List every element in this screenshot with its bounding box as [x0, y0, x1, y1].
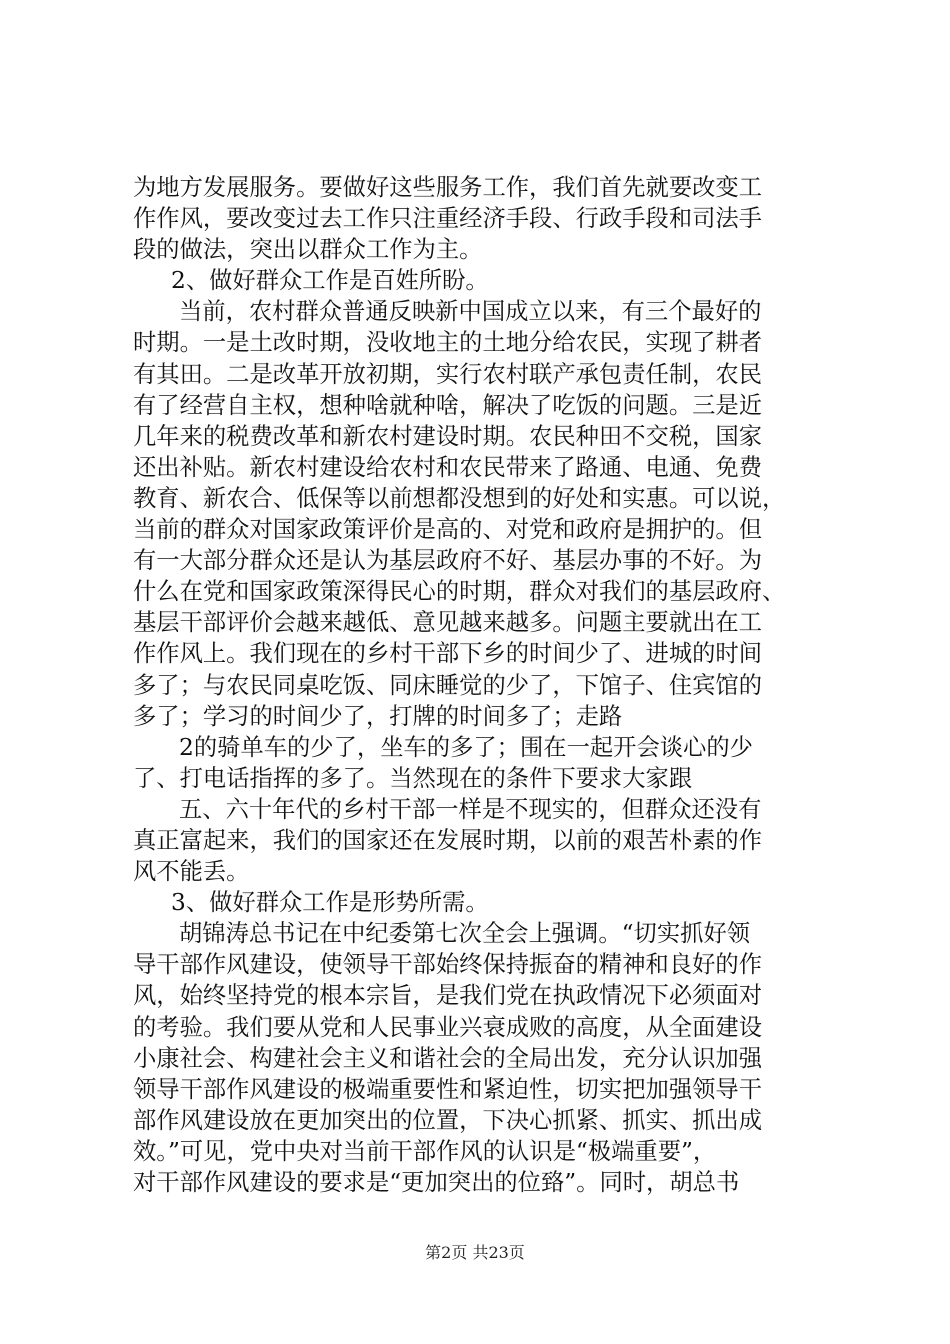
text-line: 五、六十年代的乡村干部一样是不现实的，但群众还没有: [179, 795, 762, 823]
text-line: 胡锦涛总书记在中纪委第七次全会上强调。“切实抓好领: [179, 920, 751, 948]
text-line: 为地方发展服务。要做好这些服务工作，我们首先就要改变工: [133, 174, 763, 201]
text-line: 几年来的税费改革和新农村建设时期。农民种田不交税，国家: [133, 422, 763, 450]
text-line: 作作风，要改变过去工作只注重经济手段、行政手段和司法手: [133, 205, 763, 233]
text-line: 了、打电话指挥的多了。当然现在的条件下要求大家跟: [133, 764, 693, 792]
text-line: 作作风上。我们现在的乡村干部下乡的时间少了、进城的时间: [133, 640, 763, 668]
text-line: 部作风建设放在更加突出的位置，下决心抓紧、抓实、抓出成: [133, 1106, 763, 1134]
text-line: 风，始终坚持党的根本宗旨，是我们党在执政情况下必须面对: [133, 982, 763, 1010]
text-line: 对干部作风建设的要求是“更加突出的位臵”。同时，胡总书: [133, 1169, 740, 1196]
text-line: 当前，农村群众普通反映新中国成立以来，有三个最好的: [179, 298, 762, 326]
text-line: 段的做法，突出以群众工作为主。: [133, 236, 483, 264]
text-line: 当前的群众对国家政策评价是高的、对党和政府是拥护的。但: [133, 516, 763, 544]
text-line: 时期。一是土改时期，没收地主的土地分给农民，实现了耕者: [133, 329, 763, 357]
text-line: 多了；学习的时间少了，打牌的时间多了；走路: [133, 702, 623, 730]
text-line: 有一大部分群众还是认为基层政府不好、基层办事的不好。为: [133, 547, 763, 575]
section-heading: 2、做好群众工作是百姓所盼。: [171, 267, 489, 295]
text-line: 基层干部评价会越来越低、意见越来越多。问题主要就出在工: [133, 609, 763, 637]
text-line: 的考验。我们要从党和人民事业兴衰成败的高度，从全面建设: [133, 1013, 763, 1041]
text-line: 导干部作风建设，使领导干部始终保持振奋的精神和良好的作: [133, 951, 763, 979]
text-line: 还出补贴。新农村建设给农村和农民带来了路通、电通、免费: [133, 453, 763, 481]
text-line: 小康社会、构建社会主义和谐社会的全局出发，充分认识加强: [133, 1044, 763, 1072]
text-line: 有其田。二是改革开放初期，实行农村联产承包责任制，农民: [133, 360, 763, 388]
text-line: 教育、新农合、低保等以前想都没想到的好处和实惠。可以说，: [133, 484, 786, 512]
text-line: 领导干部作风建设的极端重要性和紧迫性，切实把加强领导干: [133, 1075, 763, 1103]
text-line: 真正富起来，我们的国家还在发展时期，以前的艰苦朴素的作: [133, 826, 763, 854]
text-line: 风不能丢。: [133, 858, 250, 886]
body-text: [133, 172, 833, 1198]
text-line: 什么在党和国家政策深得民心的时期，群众对我们的基层政府、: [133, 578, 786, 606]
text-line: 有了经营自主权，想种啥就种啥，解决了吃饭的问题。三是近: [133, 391, 763, 419]
text-line: 2的骑单车的少了，坐车的多了；围在一起开会谈心的少: [179, 733, 753, 761]
text-line: 多了；与农民同桌吃饭、同床睡觉的少了，下馆子、住宾馆的: [133, 671, 763, 699]
text-line: 效。”可见，党中央对当前干部作风的认识是“极端重要”，: [133, 1137, 717, 1165]
page-number-footer: 第2页 共23页: [425, 1243, 525, 1262]
section-heading: 3、做好群众工作是形势所需。: [171, 889, 489, 917]
